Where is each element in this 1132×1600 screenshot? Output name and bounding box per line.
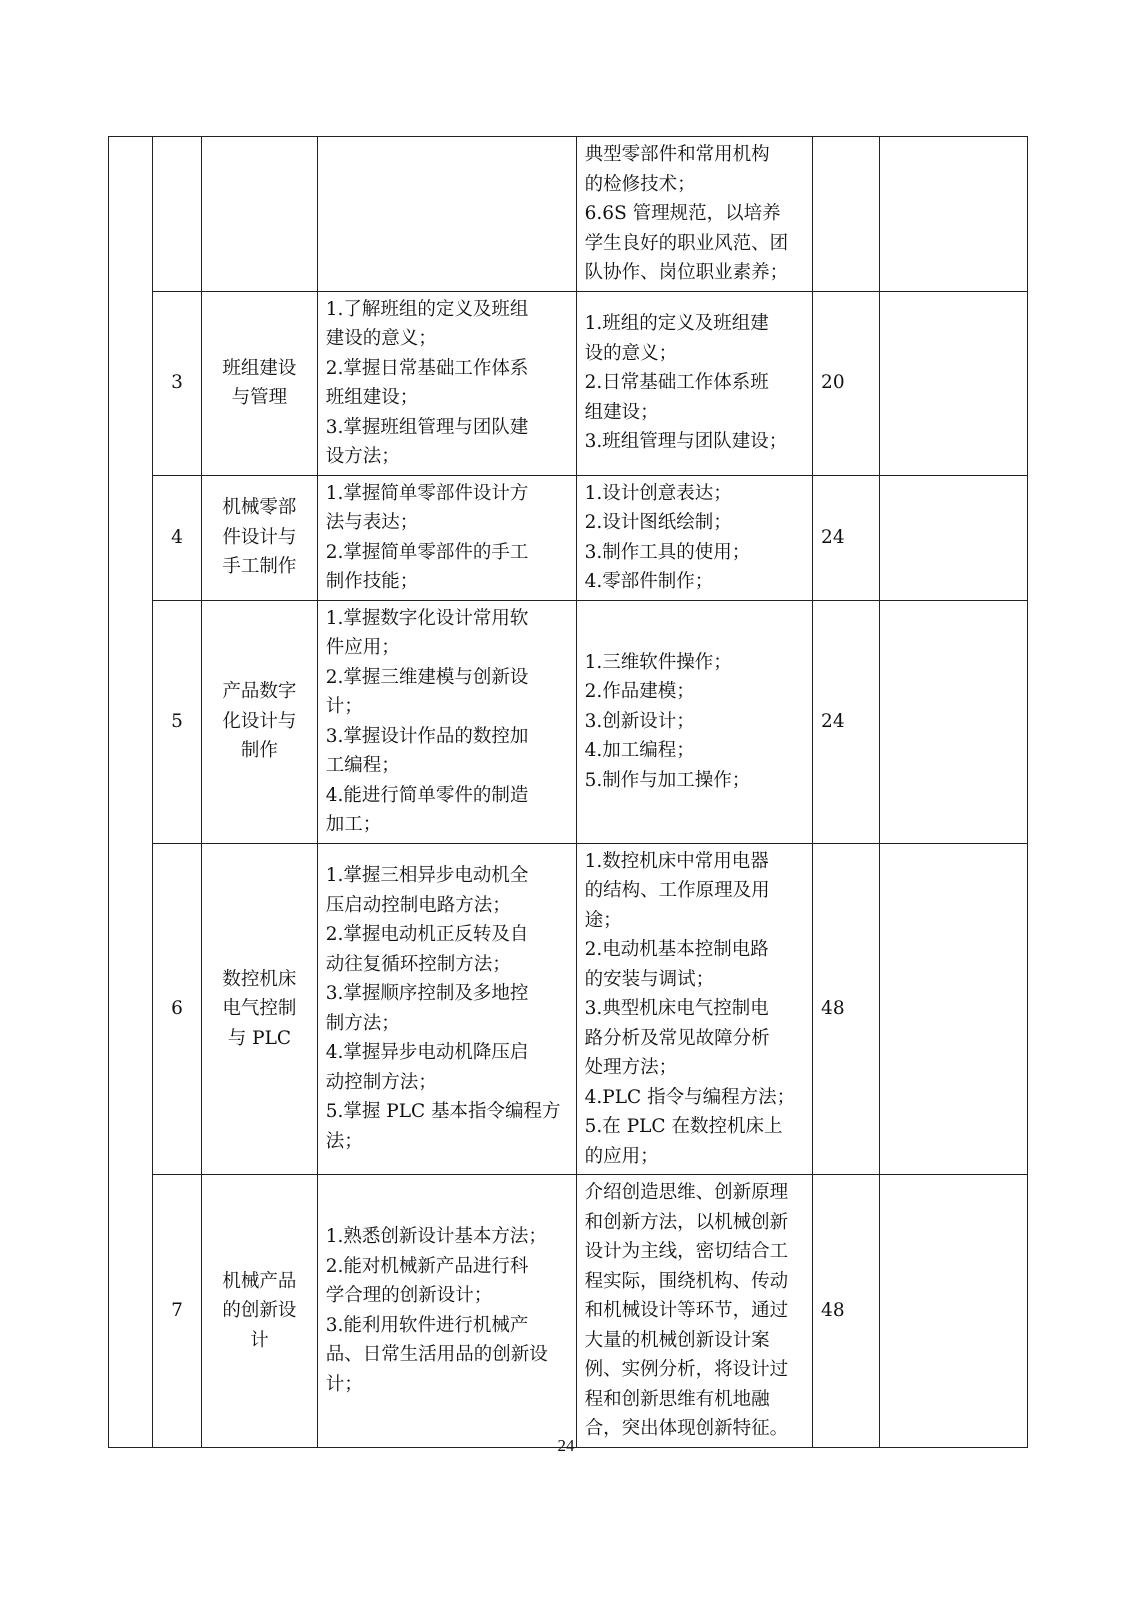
- module-name-cell: [202, 600, 318, 843]
- content-line: 典型零部件和常用机构: [584, 144, 770, 165]
- hours-cell: [813, 1175, 880, 1448]
- table-row: [109, 1175, 1028, 1448]
- content-line: 的安装与调试；: [584, 968, 715, 990]
- content-line: 设计为主线，密切结合工: [584, 1241, 789, 1262]
- table-row: [109, 600, 1028, 843]
- name-line: 与管理: [231, 387, 288, 408]
- module-name-cell: [202, 475, 318, 600]
- content-line: 1.设计创意表达；: [584, 482, 732, 504]
- name-line: 计: [250, 1329, 269, 1351]
- content-line: 例、实例分析，将设计过: [584, 1359, 789, 1380]
- name-line: 电气控制: [222, 998, 297, 1019]
- remarks-cell: [879, 843, 1027, 1175]
- module-number: 5: [171, 710, 183, 732]
- hours-cell: [813, 291, 880, 475]
- name-line: 机械零部: [222, 497, 297, 519]
- objectives-line: 工编程；: [325, 755, 400, 776]
- remarks-cell: [879, 291, 1027, 475]
- objectives-line: 1.掌握数字化设计常用软: [325, 607, 529, 629]
- content-line: 4.加工编程；: [584, 740, 695, 762]
- content-line: 组建设；: [584, 401, 659, 423]
- name-line: 班组建设: [222, 357, 297, 379]
- content-line: 大量的机械创新设计案: [584, 1329, 770, 1351]
- objectives-line: 计；: [325, 1373, 363, 1395]
- objectives-line: 2.掌握日常基础工作体系: [325, 357, 529, 379]
- objectives-line: 法与表达；: [325, 512, 419, 533]
- objectives-line: 1.掌握三相异步电动机全: [325, 865, 529, 887]
- objectives-line: 件应用；: [325, 637, 400, 658]
- hours-cell: [813, 600, 880, 843]
- module-name-cell: [202, 137, 318, 292]
- content-line: 2.电动机基本控制电路: [584, 939, 769, 960]
- name-line: 制作: [240, 740, 278, 762]
- content-line: 5.制作与加工操作；: [584, 769, 751, 791]
- content-line: 2.日常基础工作体系班: [584, 372, 769, 394]
- content-line: 处理方法；: [584, 1057, 678, 1078]
- hours-value: 48: [821, 1300, 845, 1321]
- objectives-line: 制方法；: [325, 1012, 400, 1034]
- category-cell: [109, 137, 153, 1448]
- content-line: 学生良好的职业风范、团: [584, 232, 789, 254]
- course-table: [108, 136, 1028, 1448]
- objectives-line: 5.掌握 PLC 基本指令编程方: [325, 1101, 561, 1123]
- objectives-line: 3.能利用软件进行机械产: [325, 1314, 529, 1336]
- table-row: [109, 137, 1028, 292]
- hours-value: 24: [821, 710, 845, 732]
- module-number-cell: [153, 475, 202, 600]
- objectives-line: 2.掌握简单零部件的手工: [325, 541, 529, 563]
- objectives-line: 2.能对机械新产品进行科: [325, 1255, 529, 1277]
- module-name-cell: [202, 1175, 318, 1448]
- content-line: 程和创新思维有机地融: [584, 1388, 770, 1410]
- objectives-line: 加工；: [325, 814, 382, 835]
- objectives-line: 3.掌握顺序控制及多地控: [325, 983, 529, 1005]
- module-number-cell: [153, 291, 202, 475]
- name-line: 件设计与: [222, 526, 297, 548]
- content-line: 和创新方法，以机械创新: [584, 1211, 789, 1233]
- name-line: 与 PLC: [227, 1027, 292, 1049]
- module-number-cell: [153, 1175, 202, 1448]
- objectives-cell: [317, 475, 576, 600]
- objectives-cell: [317, 600, 576, 843]
- content-line: 途；: [584, 909, 622, 931]
- objectives-line: 班组建设；: [325, 387, 419, 408]
- remarks-cell: [879, 137, 1027, 292]
- module-number-cell: [153, 600, 202, 843]
- module-number: 7: [171, 1300, 183, 1321]
- objectives-line: 品、日常生活用品的创新设: [325, 1344, 548, 1366]
- objectives-line: 2.掌握电动机正反转及自: [325, 924, 529, 946]
- content-line: 1.数控机床中常用电器: [584, 850, 769, 872]
- objectives-line: 法；: [325, 1130, 363, 1152]
- module-number: 6: [171, 998, 183, 1019]
- hours-cell: [813, 475, 880, 600]
- module-name-cell: [202, 291, 318, 475]
- content-line: 6.6S 管理规范，以培养: [584, 203, 781, 224]
- remarks-cell: [879, 600, 1027, 843]
- name-line: 手工制作: [222, 556, 297, 578]
- content-line: 4.PLC 指令与编程方法；: [584, 1086, 796, 1108]
- content-line: 路分析及常见故障分析: [584, 1027, 770, 1049]
- content-line: 3.制作工具的使用；: [584, 541, 751, 563]
- content-line: 的应用；: [584, 1145, 659, 1167]
- objectives-line: 4.能进行简单零件的制造: [325, 784, 529, 806]
- table-row: [109, 475, 1028, 600]
- content-line: 合，突出体现创新特征。: [584, 1418, 789, 1439]
- objectives-line: 4.掌握异步电动机降压启: [325, 1042, 529, 1064]
- content-cell: [576, 475, 812, 600]
- content-line: 1.三维软件操作；: [584, 651, 732, 673]
- objectives-line: 设方法；: [325, 446, 400, 467]
- objectives-line: 1.熟悉创新设计基本方法；: [325, 1226, 547, 1248]
- objectives-line: 1.掌握简单零部件设计方: [325, 482, 529, 504]
- content-cell: [576, 291, 812, 475]
- hours-value: 48: [821, 998, 845, 1019]
- objectives-line: 1.了解班组的定义及班组: [325, 298, 529, 320]
- name-line: 产品数字: [222, 681, 297, 703]
- content-line: 3.创新设计；: [584, 710, 695, 732]
- objectives-cell: [317, 843, 576, 1175]
- content-line: 3.班组管理与团队建设；: [584, 431, 788, 453]
- name-line: 化设计与: [222, 710, 297, 732]
- objectives-line: 3.掌握班组管理与团队建: [325, 416, 529, 438]
- hours-cell: [813, 137, 880, 292]
- objectives-cell: [317, 291, 576, 475]
- module-number: 4: [171, 526, 183, 548]
- objectives-line: 动控制方法；: [325, 1071, 437, 1093]
- content-cell: [576, 843, 812, 1175]
- content-cell: [576, 137, 812, 292]
- remarks-cell: [879, 475, 1027, 600]
- hours-cell: [813, 843, 880, 1175]
- hours-value: 20: [821, 372, 845, 394]
- table-row: [109, 291, 1028, 475]
- content-line: 2.作品建模；: [584, 681, 695, 703]
- remarks-cell: [879, 1175, 1027, 1448]
- content-cell: [576, 1175, 812, 1448]
- objectives-cell: [317, 1175, 576, 1448]
- table-body: [109, 137, 1028, 1448]
- objectives-line: 学合理的创新设计；: [325, 1285, 493, 1307]
- name-line: 机械产品: [222, 1270, 297, 1292]
- content-line: 1.班组的定义及班组建: [584, 313, 769, 335]
- module-name-cell: [202, 843, 318, 1175]
- module-number-cell: [153, 843, 202, 1175]
- content-line: 设的意义；: [584, 342, 678, 364]
- content-line: 程实际，围绕机构、传动: [584, 1270, 789, 1292]
- name-line: 数控机床: [222, 968, 297, 990]
- content-cell: [576, 600, 812, 843]
- content-line: 5.在 PLC 在数控机床上: [584, 1116, 783, 1137]
- content-line: 3.典型机床电气控制电: [584, 998, 769, 1019]
- content-line: 和机械设计等环节，通过: [584, 1300, 789, 1321]
- content-line: 2.设计图纸绘制；: [584, 512, 732, 533]
- content-line: 的检修技术；: [584, 173, 696, 195]
- objectives-line: 2.掌握三维建模与创新设: [325, 666, 529, 688]
- table-row: [109, 843, 1028, 1175]
- module-number: 3: [171, 372, 183, 394]
- objectives-line: 压启动控制电路方法；: [325, 894, 511, 916]
- objectives-cell: [317, 137, 576, 292]
- content-line: 队协作、岗位职业素养；: [584, 262, 789, 283]
- objectives-line: 计；: [325, 696, 363, 717]
- hours-value: 24: [821, 526, 845, 548]
- module-number-cell: [153, 137, 202, 292]
- content-line: 的结构、工作原理及用: [584, 880, 770, 901]
- name-line: 的创新设: [222, 1300, 297, 1321]
- content-line: 4.零部件制作；: [584, 571, 714, 592]
- objectives-line: 建设的意义；: [325, 328, 437, 349]
- page-number: 24: [557, 1436, 575, 1455]
- content-line: 介绍创造思维、创新原理: [584, 1182, 789, 1203]
- objectives-line: 3.掌握设计作品的数控加: [325, 725, 529, 747]
- objectives-line: 制作技能；: [325, 571, 419, 592]
- objectives-line: 动往复循环控制方法；: [325, 953, 511, 975]
